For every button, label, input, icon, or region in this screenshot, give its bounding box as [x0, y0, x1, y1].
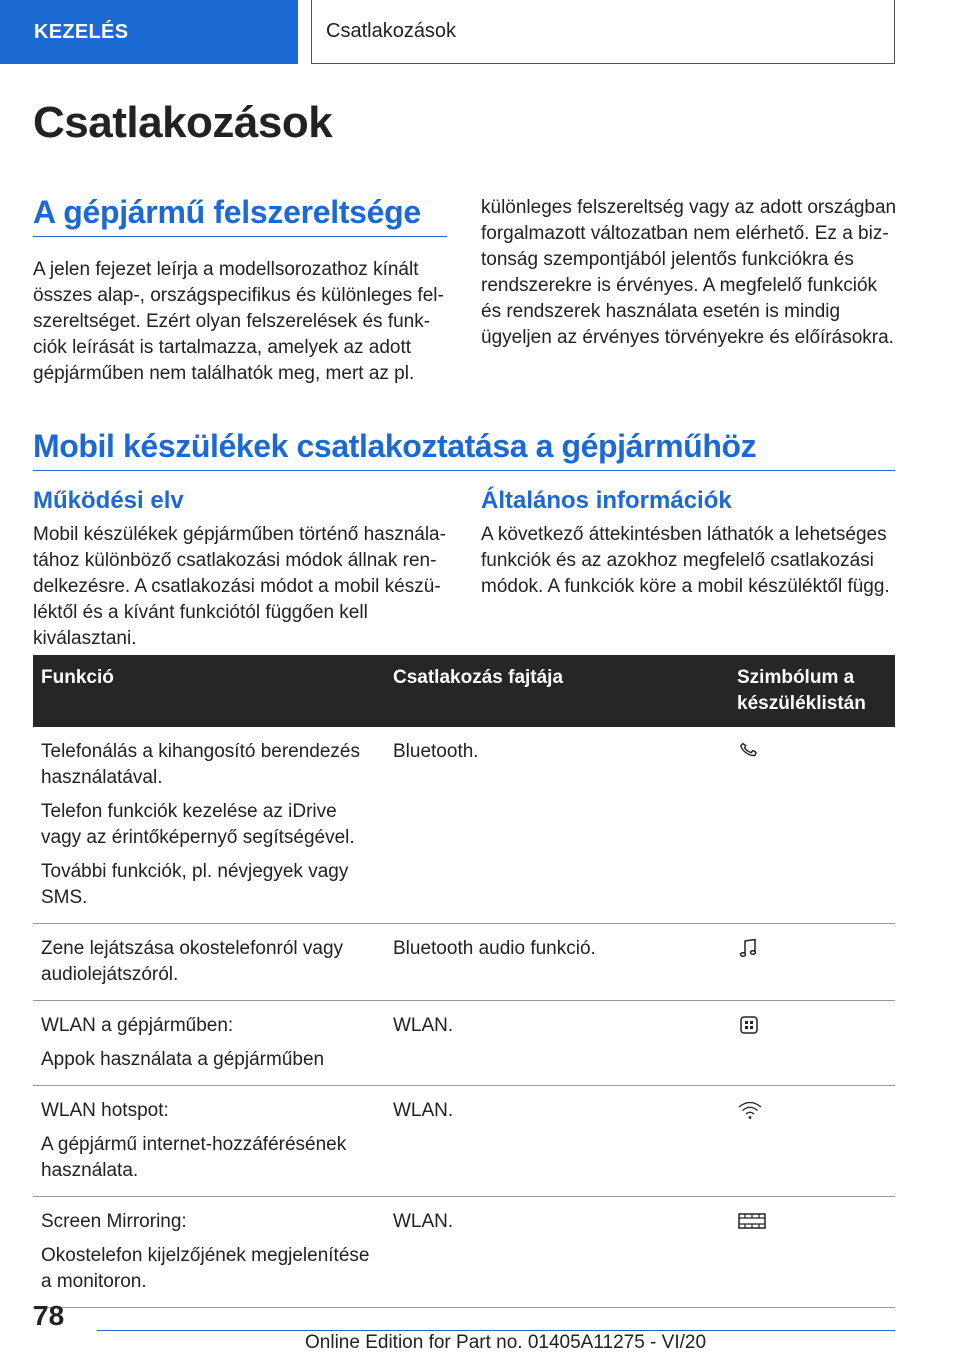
screen-mirroring-icon — [737, 1209, 887, 1233]
edition-footer: Online Edition for Part no. 01405A11275 - VI/20 — [305, 1332, 707, 1353]
symbol-cell — [729, 1001, 895, 1086]
section-header-label: Csatlakozások — [326, 20, 457, 42]
chapter-tab — [0, 0, 298, 64]
connection-text: WLAN. — [393, 1211, 454, 1232]
table-header-row — [33, 655, 895, 727]
general-info-paragraph: A következő áttekintésben láthatók a lehetséges funkciók és az azokhoz megfelelő csatlakozási módok. A funkciók köre a mobil készüléktől függ. — [481, 524, 890, 597]
apps-icon — [737, 1013, 887, 1037]
header-symbol: Szimbólum a készüléklistán — [729, 655, 895, 727]
header-connection-type: Csatlakozás fajtája — [385, 655, 729, 727]
section-header — [311, 0, 895, 64]
table-row — [33, 924, 895, 1001]
chapter-tab-label: KEZELÉS — [34, 20, 129, 43]
mobile-title-rule — [33, 470, 895, 471]
connection-text: Bluetooth audio funkció. — [393, 938, 596, 959]
function-cell — [33, 1086, 385, 1197]
function-text: Screen Mirroring: — [41, 1211, 187, 1232]
function-cell — [33, 727, 385, 924]
connection-cell — [385, 1086, 729, 1197]
function-text: Telefonálás a kihangosító berendezés használatával. — [41, 741, 361, 788]
function-text: Okostelefon kijelzőjének megjelenítése a monitoron. — [41, 1245, 370, 1292]
wifi-icon — [737, 1098, 887, 1122]
equipment-title-rule — [33, 236, 447, 237]
general-info-subtitle: Általános információk — [481, 487, 732, 514]
equipment-section-title: A gépjármű felszereltsége — [33, 194, 421, 230]
function-text: Zene lejátszása okostelefonról vagy audiolejátszóról. — [41, 938, 344, 985]
function-text: További funkciók, pl. névjegyek vagy SMS. — [41, 861, 349, 908]
connection-text: WLAN. — [393, 1015, 454, 1036]
connection-text: Bluetooth. — [393, 741, 479, 762]
table-row — [33, 1001, 895, 1086]
equipment-left-paragraph: A jelen fejezet leírja a modellsorozathoz kínált összes alap-, országspecifikus és különleges felszereltséget. Ezért olyan felszerelések és funkciók leírását is tartalmazza, amelyek az adott gépjárműben nem találhatók meg, mert az pl. — [33, 259, 444, 384]
function-text: A gépjármű internet-hozzáférésének használata. — [41, 1134, 347, 1181]
music-note-icon — [737, 936, 887, 960]
principle-paragraph: Mobil készülékek gépjárműben történő használatához különböző csatlakozási módok állnak rendelkezésre. A csatlakozási módot a mobil készüléktől és a kívánt funkciótól függően kell kiválasztani. — [33, 524, 446, 649]
function-cell — [33, 924, 385, 1001]
connection-cell — [385, 727, 729, 924]
table-row — [33, 727, 895, 924]
header-function: Funkció — [33, 655, 385, 727]
function-cell — [33, 1001, 385, 1086]
function-text: Telefon funkciók kezelése az iDrive vagy az érintőképernyő segítségével. — [41, 801, 355, 848]
symbol-cell — [729, 924, 895, 1001]
connection-cell — [385, 1001, 729, 1086]
phone-icon — [737, 739, 887, 763]
mobile-section-title: Mobil készülékek csatlakoztatása a gépjárműhöz — [33, 428, 757, 464]
table-row — [33, 1197, 895, 1308]
page-title: Csatlakozások — [33, 98, 333, 147]
footer-rule — [97, 1330, 895, 1331]
function-text: Appok használata a gépjárműben — [41, 1049, 325, 1070]
principle-subtitle: Működési elv — [33, 487, 184, 514]
function-text: WLAN hotspot: — [41, 1100, 169, 1121]
symbol-cell — [729, 727, 895, 924]
function-cell — [33, 1197, 385, 1308]
connection-table — [33, 655, 895, 1308]
page-number: 78 — [33, 1300, 65, 1331]
connection-text: WLAN. — [393, 1100, 454, 1121]
function-text: WLAN a gépjárműben: — [41, 1015, 234, 1036]
symbol-cell — [729, 1197, 895, 1308]
symbol-cell — [729, 1086, 895, 1197]
connection-cell — [385, 1197, 729, 1308]
connection-cell — [385, 924, 729, 1001]
equipment-right-paragraph: különleges felszereltség vagy az adott országban forgalmazott változatban nem elérhető. Ez a biztonság szempontjából jelentős funkciókra és rendszerekre is érvényes. A megfelelő funkciók és rendszerek használata esetén is mindig ügyeljen az érvényes törvényekre és előírásokra. — [481, 197, 897, 348]
table-row — [33, 1086, 895, 1197]
